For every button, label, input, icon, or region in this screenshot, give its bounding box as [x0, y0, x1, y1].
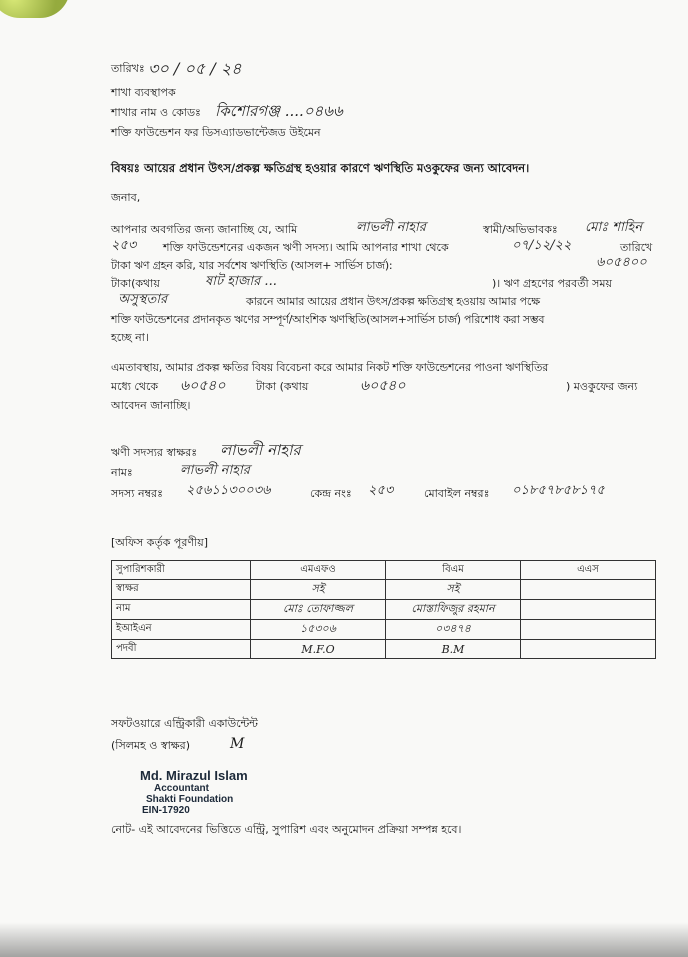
para1-text-g: )। ঋণ গ্রহণের পরবর্তী সময় [492, 277, 612, 290]
row-label-ein: ইআইএন [112, 620, 251, 640]
bottom-shadow [0, 922, 688, 957]
para2-text-b: মধ্যে থেকে [111, 380, 159, 393]
header-recommender: সুপারিশকারী [112, 561, 251, 580]
member-name-label: নামঃ [111, 466, 133, 479]
para1-text-i: শক্তি ফাউন্ডেশনের প্রদানকৃত ঋণের সম্পূর্ণ/আংশিক ঋণস্থিতি(আসল+সার্ভিস চার্জ) পরিশোধ করা সম্ভব [111, 313, 545, 326]
bm-designation: B.M [386, 640, 521, 659]
member-number-value: ২৫৬১১৩০০৩৬ [186, 483, 271, 498]
table-row [112, 620, 656, 640]
branch-label: শাখার নাম ও কোডঃ [111, 106, 201, 119]
table-row [112, 640, 656, 659]
stamp-ein: EIN-17920 [142, 805, 190, 816]
balance-words-handwritten: ষাট হাজার ... [205, 274, 277, 289]
accountant-signature: M [230, 736, 245, 752]
guardian-handwritten: মোঃ শাহিন [585, 220, 643, 235]
mfo-signature: সই [251, 580, 386, 600]
mfo-designation: M.F.O [251, 640, 386, 659]
para1-text-b: স্বামী/অভিভাবকঃ [483, 223, 558, 236]
center-value: ২৫৩ [368, 483, 394, 498]
accountant-stamp [140, 768, 248, 816]
para1-text-a: আপনার অবগতির জন্য জানাচ্ছি যে, আমি [111, 223, 298, 236]
corner-shadow [0, 0, 70, 18]
mfo-name: মোঃ তোফাজ্জল [251, 600, 386, 620]
salutation: জনাব, [111, 191, 141, 204]
entry-title: সফটওয়ারে এন্ট্রিকারী একাউন্টেন্ট [111, 717, 258, 730]
branch-value: কিশোরগঞ্জ ....০৪৬৬ [215, 102, 343, 120]
date-value: ৩০ / ০৫ / ২৪ [148, 59, 242, 78]
para1-text-c: শক্তি ফাউন্ডেশনের একজন ঋণী সদস্য। আমি আপনার শাখা থেকে [163, 241, 449, 254]
para1-text-e: টাকা ঋণ গ্রহন করি, যার সর্বশেষ ঋণস্থিতি (আসল+ সার্ভিস চার্জ): [111, 259, 393, 272]
waive-amount-handwritten: ৬০৫৪০ [180, 378, 226, 394]
table-row [112, 580, 656, 600]
bm-signature: সই [386, 580, 521, 600]
para2-text-e: আবেদন জানাচ্ছি। [111, 399, 191, 412]
center-label: কেন্দ্র নংঃ [310, 487, 352, 500]
stamp-name: Md. Mirazul Islam [140, 768, 248, 783]
mobile-value: ০১৮৫৭৮৫৮১৭৫ [512, 483, 605, 498]
member-signature: লাভলী নাহার [220, 441, 301, 459]
office-table [111, 560, 656, 659]
stamp-role: Accountant [154, 783, 209, 794]
office-caption: [অফিস কর্তৃক পূরণীয়] [111, 536, 208, 549]
para2-text-a: এমতাবস্থায়, আমার প্রকল্প ক্ষতির বিষয় বিবেচনা করে আমার নিকট শক্তি ফাউন্ডেশনের পাওনা ঋণস্থিতির [111, 361, 549, 374]
subject: বিষয়ঃ আয়ের প্রধান উৎস/প্রকল্প ক্ষতিগ্রস্থ হওয়ার কারণে ঋণস্থিতি মওকুফের জন্য আবেদন। [111, 161, 530, 175]
waive-words-handwritten: ৬০৫৪০ [360, 378, 406, 394]
reason-handwritten: অসুস্থতার [118, 292, 168, 307]
member-number-label: সদস্য নম্বরঃ [111, 487, 163, 500]
loan-date-handwritten: ০৭/১২/২২ [512, 238, 572, 253]
para2-text-c: টাকা (কথায় [256, 380, 309, 393]
footer-note: নোট- এই আবেদনের ভিত্তিতে এন্ট্রি, সুপারিশ এবং অনুমোদন প্রক্রিয়া সম্পন্ন হবে। [111, 823, 462, 836]
row-label-name: নাম [112, 600, 251, 620]
org-name: শক্তি ফাউন্ডেশন ফর ডিসএ্যাডভান্টেজড উইমেন [111, 126, 321, 139]
para1-text-f: টাকা(কথায় [111, 277, 160, 290]
header-bm: বিএম [386, 561, 521, 580]
table-row [112, 600, 656, 620]
header-as: এএস [521, 561, 656, 580]
mfo-ein: ১৫৩০৬ [251, 620, 386, 640]
seal-label: (সিলমহ ও স্বাক্ষর) [111, 739, 191, 752]
member-name-value: লাভলী নাহার [180, 463, 250, 478]
para1-text-h: কারনে আমার আয়ের প্রধান উৎস/প্রকল্প ক্ষতিগ্রস্থ হওয়ায় আমার পক্ষে [246, 295, 541, 308]
row-label-signature: স্বাক্ষর [112, 580, 251, 600]
para1-text-j: হচ্ছে না। [111, 331, 149, 344]
bm-name: মোস্তাফিজুর রহমান [386, 600, 521, 620]
as-name [521, 600, 656, 620]
balance-handwritten: ৬০৫৪০০ [596, 255, 647, 270]
bm-ein: ০৩৪৭৪ [386, 620, 521, 640]
member-id-handwritten: ২৫৩ [111, 238, 137, 253]
header-mfo: এমএফও [251, 561, 386, 580]
date-label: তারিখঃ [111, 62, 145, 75]
as-signature [521, 580, 656, 600]
as-ein [521, 620, 656, 640]
member-sign-label: ঋণী সদস্যর স্বাক্ষরঃ [111, 446, 198, 459]
para1-text-d: তারিখে [620, 241, 653, 254]
para2-text-d: ) মওকুফের জন্য [566, 380, 638, 393]
office-header-row [112, 561, 656, 580]
row-label-designation: পদবী [112, 640, 251, 659]
member-name-handwritten: লাভলী নাহার [356, 220, 426, 235]
addressee-title: শাখা ব্যবস্থাপক [111, 86, 176, 99]
mobile-label: মোবাইল নম্বরঃ [424, 487, 490, 500]
stamp-org: Shakti Foundation [146, 794, 234, 805]
as-designation [521, 640, 656, 659]
